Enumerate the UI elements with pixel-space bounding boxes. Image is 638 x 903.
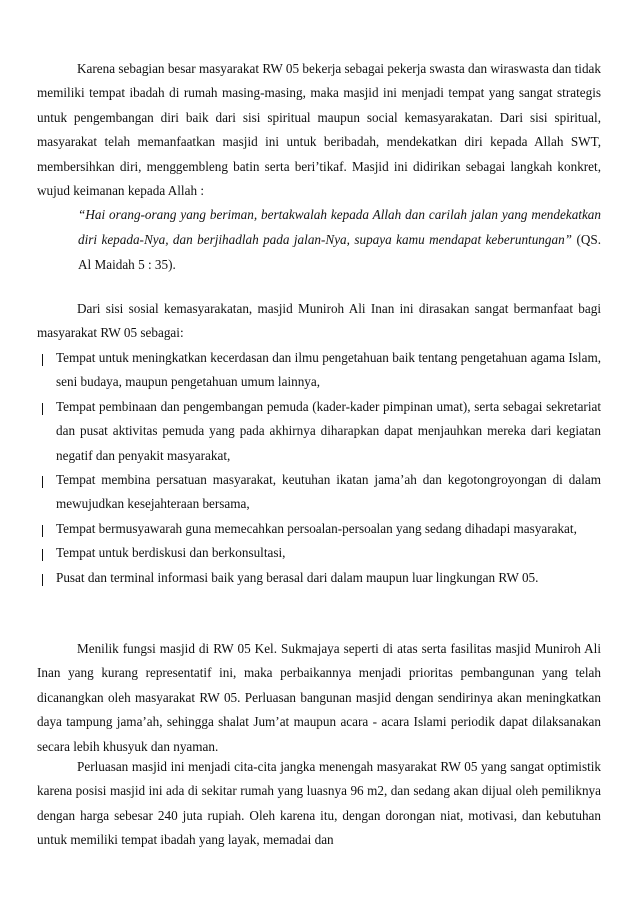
bullet-marker: [42, 476, 43, 488]
bullet-marker: [42, 525, 43, 537]
bullet-marker: [42, 403, 43, 415]
quote-block: [78, 202, 601, 277]
paragraph-expansion: Perluasan masjid ini menjadi cita-cita jangka menengah masyarakat RW 05 yang sangat optimistik karena posisi masjid ini ada di sekitar rumah yang luasnya 96 m2, dan sedang akan dijual oleh pemiliknya dengan harga sebesar 240 juta rupiah. Oleh karena itu, dengan dorongan niat, motivasi, dan kebutuhan untuk memiliki tempat ibadah yang layak, memadai dan: [37, 759, 601, 848]
list-item: Tempat bermusyawarah guna memecahkan persoalan-persoalan yang sedang dihadapi masyarakat,: [42, 517, 601, 541]
bullet-marker: [42, 354, 43, 366]
list-item: Tempat untuk meningkatkan kecerdasan dan ilmu pengetahuan baik tentang pengetahuan agama Islam, seni budaya, maupun pengetahuan umum lainnya,: [42, 346, 601, 395]
quote-source: (QS. Al Maidah 5 : 35).: [78, 232, 602, 272]
list-item: Pusat dan terminal informasi baik yang berasal dari dalam maupun luar lingkungan RW 05.: [42, 566, 601, 590]
paragraph-development: Menilik fungsi masjid di RW 05 Kel. Sukmajaya seperti di atas serta fasilitas masjid Muniroh Ali Inan yang kurang representatif ini, maka perbaikannya menjadi prioritas pembangunan yang telah dicanangkan oleh masyarakat RW 05. Perluasan bangunan masjid dengan sendirinya akan meningkatkan daya tampung jama’ah, sehingga shalat Jum’at maupun acara - acara Islami periodik dapat dilaksanakan secara lebih khusyuk dan nyaman.: [37, 641, 601, 754]
benefit-list: [42, 346, 601, 590]
paragraph-social: Dari sisi sosial kemasyarakatan, masjid Muniroh Ali Inan ini dirasakan sangat bermanfaat bagi masyarakat RW 05 sebagai:: [37, 301, 601, 341]
bullet-marker: [42, 549, 43, 561]
list-item: Tempat pembinaan dan pengembangan pemuda (kader-kader pimpinan umat), serta sebagai sekretariat dan pusat aktivitas pemuda yang pada akhirnya diharapkan dapat menjauhkan mereka dari kegiatan negatif dan penyakit masyarakat,: [42, 395, 601, 468]
quote-text: “Hai orang-orang yang beriman, bertakwalah kepada Allah dan carilah jalan yang mendekatkan diri kepada-Nya, dan berjihadlah pada jalan-Nya, supaya kamu mendapat keberuntungan”: [78, 207, 601, 247]
list-item: Tempat untuk berdiskusi dan berkonsultasi,: [42, 541, 601, 565]
bullet-marker: [42, 574, 43, 586]
paragraph-spiritual: Karena sebagian besar masyarakat RW 05 bekerja sebagai pekerja swasta dan wiraswasta dan tidak memiliki tempat ibadah di rumah masing-masing, maka masjid ini menjadi tempat yang sangat strategis untuk pengembangan diri baik dari sisi spiritual maupun social kemasyarakatan. Dari sisi spiritual, masyarakat telah memanfaatkan masjid ini untuk beribadah, mendekatkan diri kepada Allah SWT, membersihkan diri, menggembleng batin serta beri’tikaf. Masjid ini didirikan sebagai langkah konkret, wujud keimanan kepada Allah :: [37, 61, 601, 199]
list-item: Tempat membina persatuan masyarakat, keutuhan ikatan jama’ah dan kegotongroyongan di dalam mewujudkan kesejahteraan bersama,: [42, 468, 601, 517]
